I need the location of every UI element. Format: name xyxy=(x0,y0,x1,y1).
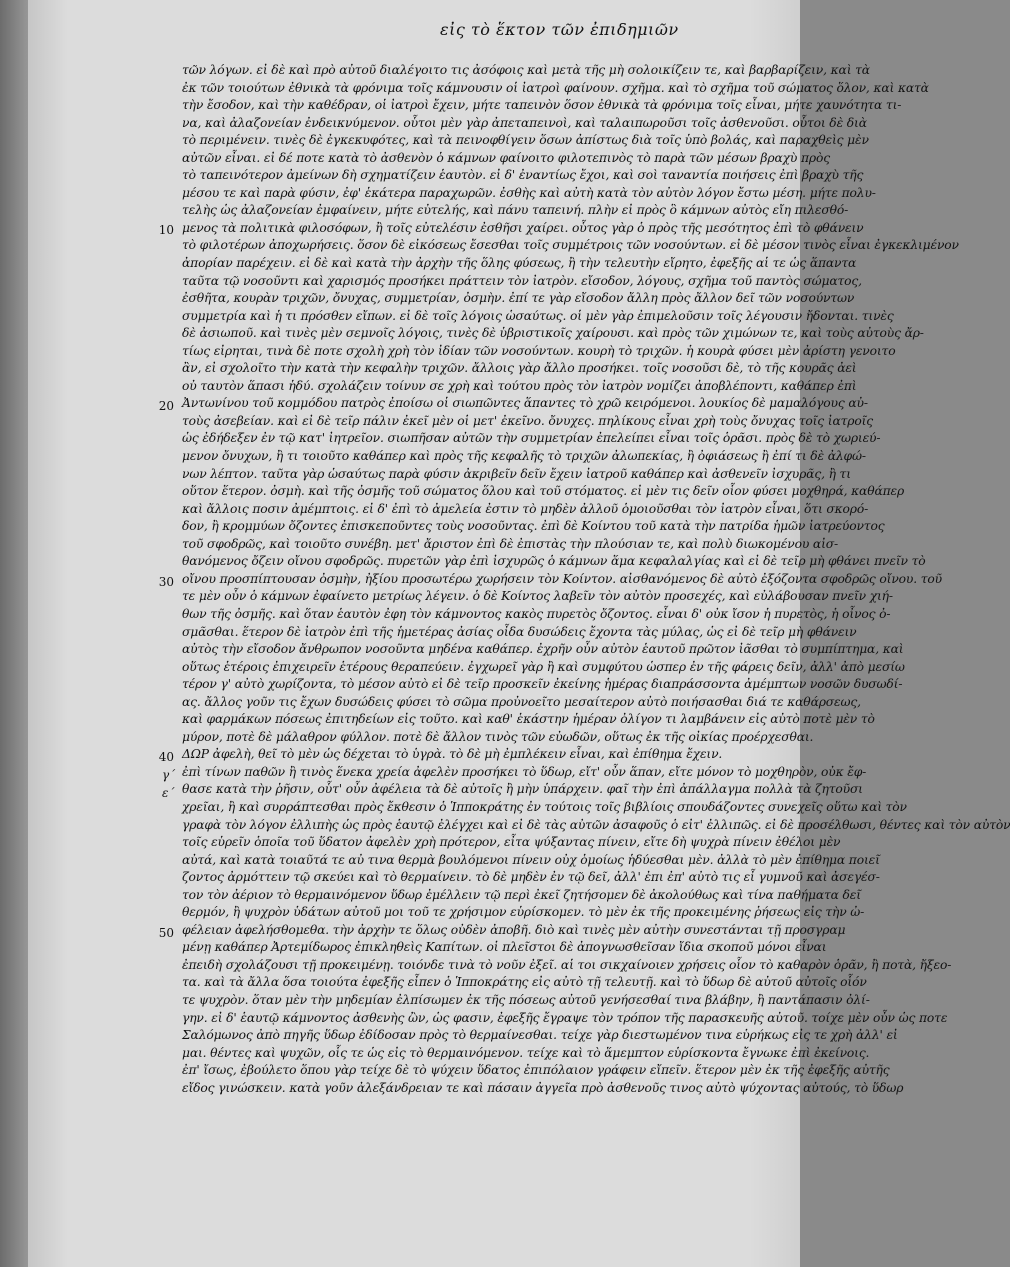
marginal-note: γ΄ xyxy=(162,768,176,782)
text-line: θων τῆς ὀσμῆς. καὶ ὅταν ἑαυτὸν ἐφη τὸν κάμνοντος κακὸς πυρετὸς ὄζοντος. εἶναι δ' οὐκ ἴσον ἡ πυρετὸς, ἡ οἶνος ὀ- xyxy=(182,606,891,621)
text-line: ἐπὶ τίνων παθῶν ἢ τινὸς ἕνεκα χρεία ἀφελὲν προσήκει τὸ ὕδωρ, εἴτ' οὖν ἅπαν, εἴτε μόνον τὸ μοχθηρὸν, οὐκ ἔφ- xyxy=(182,764,867,779)
body-text xyxy=(182,62,1010,1097)
text-line: τελὴς ὡς ἀλαζονείαν ἐμφαίνειν, μήτε εὐτελής, καὶ πάνυ ταπεινή. πλὴν εἰ πρὸς ὃ κάμνων αὐτὸς εἴη πιλεσθό- xyxy=(182,203,849,218)
text-line: ἐσθῆτα, κουρὰν τριχῶν, ὄνυχας, συμμετρίαν, ὀσμὴν. ἐπί τε γὰρ εἴσοδον ἄλλη πρὸς ἄλλον δεῖ τῶν νοσούντων xyxy=(182,291,855,306)
text-line: μέσου τε καὶ παρὰ φύσιν, ἐφ' ἑκάτερα παραχωρῶν. ἐσθὴς καὶ αὐτὴ κατὰ τὸν αὐτὸν λόγον ἔστω μέση. μήτε πολυ- xyxy=(182,185,876,200)
text-line: τὸ περιμένειν. τινὲς δὲ ἐγκεκυφότες, καὶ τὰ πεινοφθίγειν ὅσων ἀπίστως διὰ τοῖς ὑπὸ βολάς, καὶ παραχθεὶς μὲν xyxy=(182,133,869,148)
text-line: νων λέπτον. ταῦτα γὰρ ὡσαύτως παρὰ φύσιν ἀκριβεῖν δεῖν ἔχειν ἰατροῦ καθάπερ καὶ ἀσθενεῖν ἰσχυρᾶς, ἢ τι xyxy=(182,466,851,481)
text-line: τέρον γ' αὐτὸ χωρίζοντα, τὸ μέσον αὐτὸ εἰ δὲ τεῖρ προσκεῖν ἐκείνης ἡμέρας διαπράσσοντα ἀμέμπτων νοσῶν δυσωδί- xyxy=(182,677,903,692)
text-line: τοὺς ἀσεβείαν. καὶ εἰ δὲ τεῖρ πάλιν ἐκεῖ μὲν οἱ μετ' ἐκεῖνο. ὄνυχες. πηλίκους εἶναι χρὴ τοὺς ὄνυχας τοῖς ἰατροῖς xyxy=(182,413,874,428)
line-number: 50 xyxy=(158,926,174,940)
text-line: ἐπ' ἴσως, ἐβούλετο ὅπου γὰρ τείχε δὲ τὸ ψύχειν ὕδατος ἐπιπόλαιον γράφειν εἴπεῖν. ἕτερον μὲν ἐκ τῆς ἐφεξῆς αὐτῆς xyxy=(182,1063,890,1078)
text-line: μενος τὰ πολιτικὰ φιλοσόφων, ἢ τοῖς εὐτελέσιν ἐσθῆσι χαίρει. οὗτος γὰρ ὁ πρὸς τῆς μεσότητος ἐπὶ τὸ φθάνειν xyxy=(182,220,864,235)
text-line: μύρον, ποτὲ δὲ μάλαθρον φύλλον. ποτὲ δὲ ἄλλον τινὸς τῶν εὐωδῶν, οὕτως ἐκ τῆς οἰκίας προέρχεσθαι. xyxy=(182,729,814,744)
text-line: ὡς ἐδήδεξεν ἐν τῷ κατ' ἰητρεῖον. σιωπῆσαν αὐτῶν τὴν συμμετρίαν ἐπελείπει εἶναι τοῖς ὁρᾶσι. πρὸς δὲ τὸ χωριεύ- xyxy=(182,431,881,446)
text-line: αὐτά, καὶ κατὰ τοιαῦτά τε αὐ τινα θερμὰ βουλόμενοι πίνειν οὐχ ὁμοίως ἡδύεσθαι μὲν. ἀλλὰ τὸ μὲν ἐπίθημα ποιεῖ xyxy=(182,852,880,867)
text-line: οὕτως ἑτέροις ἐπιχειρεῖν ἑτέρους θεραπεύειν. ἐγχωρεῖ γὰρ ἢ καὶ συμφύτου ὡσπερ ἐν τῆς φάρεις δεῖν, ἀλλ' ἀπὸ μεσίω xyxy=(182,659,905,674)
text-line: σμᾶσθαι. ἕτερον δὲ ἰατρὸν ἐπὶ τῆς ἡμετέρας ἀσίας οἶδα δυσώδεις ἔχοντα τὰς μύλας, ὡς εἰ δὲ τεῖρ μὴ φθάνειν xyxy=(182,624,857,639)
text-line: ας. ἄλλος γοῦν τις ἔχων δυσώδεις φύσει τὸ σῶμα προὐνοεῖτο μεσαίτερον αὐτὸ ποιήσασθαι διά τε καθάρσεως, xyxy=(182,694,861,709)
text-line: αὐτῶν εἶναι. εἰ δέ ποτε κατὰ τὸ ἀσθενὸν ὁ κάμνων φαίνοιτο φιλοτεπινὸς τὸ παρὰ τῶν μέσων βραχὺ πρὸς xyxy=(182,150,830,165)
text-line: μενον ὄνυχων, ἢ τι τοιοῦτο καθάπερ καὶ πρὸς τῆς κεφαλῆς τὸ τριχῶν ἀλωπεκίας, ἢ ὀφιάσεως ἢ ἐπί τι δὲ ἀλφώ- xyxy=(182,449,866,464)
text-line: ἐπειδὴ σχολάζουσι τῇ προκειμένῃ. τοιόνδε τινὰ τὸ νοῦν ἐξεῖ. αἱ τοι σικχαίνοιεν χρήσεις οἷον τὸ καθαρὸν ὁρᾶν, ἢ ποτὰ, ἤξεο- xyxy=(182,957,952,972)
text-line: θερμόν, ἢ ψυχρὸν ὑδάτων αὐτοῦ μοι τοῦ τε χρήσιμον εὑρίσκομεν. τὸ μὲν ἐκ τῆς προκειμένης ῥήσεως εἰς τὴν ὠ- xyxy=(182,905,865,920)
text-line: τῶν λόγων. εἰ δὲ καὶ πρὸ αὐτοῦ διαλέγοιτο τις ἀσόφοις καὶ μετὰ τῆς μὴ σολοικίζειν τε, καὶ βαρβαρίζειν, καὶ τὰ xyxy=(182,63,870,77)
text-line: τα. καὶ τὰ ἄλλα ὅσα τοιούτα ἐφεξῆς εἶπεν ὁ Ἱπποκράτης εἰς αὐτὸ τῇ τελευτῇ. καὶ τὸ ὕδωρ δὲ αὐτοῦ αὐτοῖς οἷόν xyxy=(182,975,867,990)
line-number: 30 xyxy=(158,575,174,589)
text-line: οὐ ταυτὸν ἅπασι ἡδύ. σχολάζειν τοίνυν σε χρὴ καὶ τούτου πρὸς τὸν ἰατρὸν νομίζει ἀποβλέποντι, καθάπερ ἐπὶ xyxy=(182,378,857,393)
text-line: δὲ ἀσιωποῦ. καὶ τινὲς μὲν σεμνοῖς λόγοις, τινὲς δὲ ὑβριστικοῖς χαίρουσι. καὶ πρὸς τῶν χιμώνων τε, καὶ τοὺς αὐτοὺς ἄρ- xyxy=(182,326,924,341)
text-line: γην. εἰ δ' ἑαυτῷ κάμνοντος ἀσθενὴς ὢν, ὡς φασιν, ἐφεξῆς ἔγραψε τὸν τρόπον τῆς παρασκευῆς αὐτοῦ. τοίχε μὲν οὖν ὡς ποτε xyxy=(182,1010,948,1025)
text-line: οὕτον ἕτερον. ὀσμὴ. καὶ τῆς ὀσμῆς τοῦ σώματος ὅλου καὶ τοῦ στόματος. εἰ μὲν τις δεῖν οἷον φύσει μοχθηρά, καθάπερ xyxy=(182,484,905,499)
text-line: ἐκ τῶν τοιούτων ἐθνικὰ τὰ φρόνιμα τοῖς κάμνουσιν οἱ ἰατροὶ φαίνουν. σχῆμα. καὶ τὸ σχῆμα τοῦ σώματος ὅλον, καὶ κατὰ xyxy=(182,80,929,95)
line-number: 20 xyxy=(158,399,174,413)
marginal-note: ε΄ xyxy=(162,786,175,800)
line-number: 40 xyxy=(158,750,174,764)
text-line: ἂν, εἰ σχολοῖτο τὴν κατὰ τὴν κεφαλὴν τριχῶν. ἄλλοις γὰρ ἄλλο προσήκει. τοῖς νοσοῦσι δὲ, τὸ τῆς κουρᾶς ἀεὶ xyxy=(182,361,857,376)
text-line: ταῦτα τῷ νοσοῦντι καὶ χαρισμός προσήκει πράττειν τὸν ἰατρὸν. εἴσοδον, λόγους, σχῆμα τοῦ παντὸς σώματος, xyxy=(182,273,862,288)
text-line: Σαλόμωνος ἀπὸ πηγῆς ὕδωρ ἐδίδοσαν πρὸς τὸ θερμαίνεσθαι. τείχε γὰρ διεστωμένον τινα εὑρήκως εἰς τε χρὴ ἀλλ' εἰ xyxy=(182,1028,898,1043)
text-line: φέλειαν ἀφελήσθομεθα. τὴν ἀρχὴν τε ὅλως οὐδὲν ἀποβῆ. διὸ καὶ τινὲς μὲν αὐτὴν συνεστάνται τῇ προσγραμ xyxy=(182,922,846,937)
text-line: τὸ ταπεινότερον ἀμείνων δὴ σχηματίζειν ἑαυτὸν. εἰ δ' ἐναντίως ἔχοι, καὶ σοὶ ταναντία ποιήσεις ἐπὶ βραχὺ τῆς xyxy=(182,168,864,183)
text-line: τον τὸν ἀέριον τὸ θερμαινόμενον ὕδωρ ἐμέλλειν τῷ περὶ ἐκεῖ ζητήσομεν δὲ ἀκολούθως καὶ τίνα παθήματα δεῖ xyxy=(182,887,861,902)
text-line: τίως εἰρηται, τινὰ δὲ ποτε σχολὴ χρὴ τὸν ἰδίαν τῶν νοσούντων. κουρὴ τὸ τριχῶν. ἡ κουρὰ φύσει μὲν ἀρίστη γενοιτο xyxy=(182,343,896,358)
text-line: ἀπορίαν παρέχειν. εἰ δὲ καὶ κατὰ τὴν ἀρχὴν τῆς ὅλης φύσεως, ἢ τὴν τελευτὴν εἴρητο, ἐφεξῆς αἱ τε ὡς ἅπαντα xyxy=(182,256,857,271)
text-line: γραφὰ τὸν λόγον ἐλλιπὴς ὡς πρὸς ἑαυτῷ ἐλέγχει καὶ εἰ δὲ τὰς αὐτῶν ἀσαφοῦς ὁ εἰτ' ἐλλιπῶς. εἰ δὲ προσέλθωσι, θέντες καὶ τὸν αὐτὸν xyxy=(182,817,1010,832)
text-line: συμμετρία καὶ ἡ τι πρόσθεν εἴπων. εἰ δὲ τοῖς λόγοις ὡσαύτως. οἱ μὲν γὰρ ἐπιμελοῦσιν τοῖς λέγουσιν ἤδονται. τινὲς xyxy=(182,308,894,323)
text-line: να, καὶ ἀλαζονείαν ἐνδεικνύμενον. οὗτοι μὲν γὰρ ἀπεταπεινοὶ, καὶ ταλαιπωροῦσι τοῖς ἀσθενοῦσι. οὗτοι δὲ διὰ xyxy=(182,115,867,130)
text-line: οἴνου προσπίπτουσαν ὀσμὴν, ἠξίου προσωτέρω χωρήσειν τὸν Κοίντον. αἰσθανόμενος δὲ αὐτὸ ἐξόζοντα σφοδρῶς οἴνου. τοῦ xyxy=(182,571,943,586)
text-line: θασε κατὰ τὴν ῥῆσιν, οὗτ' οὖν ἀφέλεια τὰ δὲ αὐτοῖς ἢ μὴν ὑπάρχειν. φαῖ τὴν ἐπὶ ἀπάλλαγμα πολλὰ τὰ ζητοῦσι xyxy=(182,782,863,797)
text-line: τὸ φιλοτέρων ἀποχωρήσεις. ὅσον δὲ εἰκόσεως ἔσεσθαι τοῖς συμμέτροις τῶν νοσούντων. εἰ δὲ μέσον τινὸς εἶναι ἐγκεκλιμένον xyxy=(182,238,959,253)
text-line: τε μὲν οὖν ὁ κάμνων ἐφαίνετο μετρίως λέγειν. ὁ δὲ Κοίντος λαβεῖν τὸν αὐτὸν προσεχές, καὶ εὐλάβουσαν πνεῖν χιή- xyxy=(182,589,893,604)
text-line: μαι. θέντες καὶ ψυχῶν, οἷς τε ὡς εἰς τὸ θερμαινόμενον. τείχε καὶ τὸ ἅμεμπτον εὑρίσκοντα ἔγνωκε ἐπὶ ἐκείνοις. xyxy=(182,1045,870,1060)
text-line: ΔΩΡ ἀφελὴ, θεῖ τὸ μὲν ὡς δέχεται τὸ ὑγρὰ. τὸ δὲ μὴ ἐμπλέκειν εἶναι, καὶ ἐπίθημα ἔχειν. xyxy=(182,747,723,762)
text-line: ζοντος ἀρμόττειν τῷ σκεύει καὶ τὸ θερμαίνειν. τὸ δὲ μηδὲν ἐν τῷ δεῖ, ἀλλ' ἐπι ἐπ' αὐτὸ τις εἶ γυμνοῦ καὶ ἀσεγέσ- xyxy=(182,870,880,885)
text-line: Ἀντωνίνου τοῦ κομμόδου πατρὸς ἐποίσω οἱ σιωπῶντες ἅπαντες τὸ χρῶ κειρόμενοι. λουκίος δὲ μαμαλόγους αὐ- xyxy=(182,396,868,411)
text-line: δον, ἢ κρομμύων ὄζοντες ἐπισκεποῦντες τοὺς νοσοῦντας. ἐπὶ δὲ Κοίντου τοῦ κατὰ τὴν πατρίδα ἡμῶν ἰατρεύοντος xyxy=(182,519,885,534)
book-spine-shadow xyxy=(0,0,28,1267)
text-line: τε ψυχρὸν. ὅταν μὲν τὴν μηδεμίαν ἐλπίσωμεν ἐκ τῆς πόσεως αὐτοῦ γενήσεσθαί τινα βλάβην, ἢ παντάπασιν ὀλί- xyxy=(182,992,870,1007)
text-line: μένῃ καθάπερ Ἀρτεμίδωρος ἐπικληθεὶς Καπίτων. οἱ πλεῖστοι δὲ ἀπογνωσθεῖσαν ἴδια σκοποῦ μόνοι εἶναι xyxy=(182,940,827,955)
running-head: εἰς τὸ ἕκτον τῶν ἐπιδημιῶν xyxy=(440,20,679,39)
text-line: θανόμενος ὄζειν οἴνου σφοδρῶς. πυρετῶν γὰρ ἐπὶ ἰσχυρῶς ὁ κάμνων ἅμα κεφαλαλγίας καὶ εἰ δὲ τεῖρ μὴ φθάνει πνεῖν τὸ xyxy=(182,554,926,569)
line-number: 10 xyxy=(158,223,174,237)
text-line: τοῖς εὑρεῖν ὁποῖα τοῦ ὕδατον ἀφελὲν χρὴ πρότερον, εἶτα ψύξαντας πίνειν, εἴτε δὴ ψυχρὰ πίνειν ἐθέλοι μὲν xyxy=(182,835,841,850)
text-line: τοῦ σφοδρῶς, καὶ τοιοῦτο συνέβη. μετ' ἄριστον ἐπὶ δὲ ἐπιστὰς τὴν πλούσιαν τε, καὶ πολὺ διωκομένου αἰσ- xyxy=(182,536,839,551)
text-line: χρεῖαι, ἢ καὶ συρράπτεσθαι πρὸς ἔκθεσιν ὁ Ἱπποκράτης ἐν τούτοις τοῖς βιβλίοις σπουδάζοντες συνεχεῖς οὕτω καὶ τὸν xyxy=(182,799,907,814)
text-line: καὶ φαρμάκων πόσεως ἐπιτηδείων εἰς τοῦτο. καὶ καθ' ἑκάστην ἡμέραν ὀλίγον τι λαμβάνειν εἰς αὐτὸ ποτὲ μὲν τὸ xyxy=(182,712,875,727)
text-line: αὐτὸς τὴν εἴσοδον ἄνθρωπον νοσοῦντα μηδένα καθάπερ. ἐχρῆν οὖν αὐτὸν ἑαυτοῦ πρῶτον ἰᾶσθαι τὸ συμπίπτημα, καὶ xyxy=(182,642,904,657)
text-line: καὶ ἄλλοις ποσιν ἀμέμπτοις. εἰ δ' ἐπὶ τὸ ἀμελεία ἐστιν τὸ μηδὲν ἀλλοῦ ὁμοιοῦσθαι τὸν ἰατρὸν εἶναι, ὅτι σκορό- xyxy=(182,501,869,516)
text-line: τὴν ἔσοδον, καὶ τὴν καθέδραν, οἱ ἰατροὶ ἔχειν, μήτε ταπεινὸν ὅσον ἐθνικὰ τὰ φρόνιμα τοῖς εἶναι, μήτε χαυνότητα τι- xyxy=(182,98,902,113)
text-line: εἴδος γινώσκειν. κατὰ γοῦν ἀλεξάνδρειαν τε καὶ πάσαιν ἀγγεῖα πρὸ ἀσθενοῦς τινος αὐτὸ ψύχοντας αὐτούς, τὸ ὕδωρ xyxy=(182,1080,904,1095)
